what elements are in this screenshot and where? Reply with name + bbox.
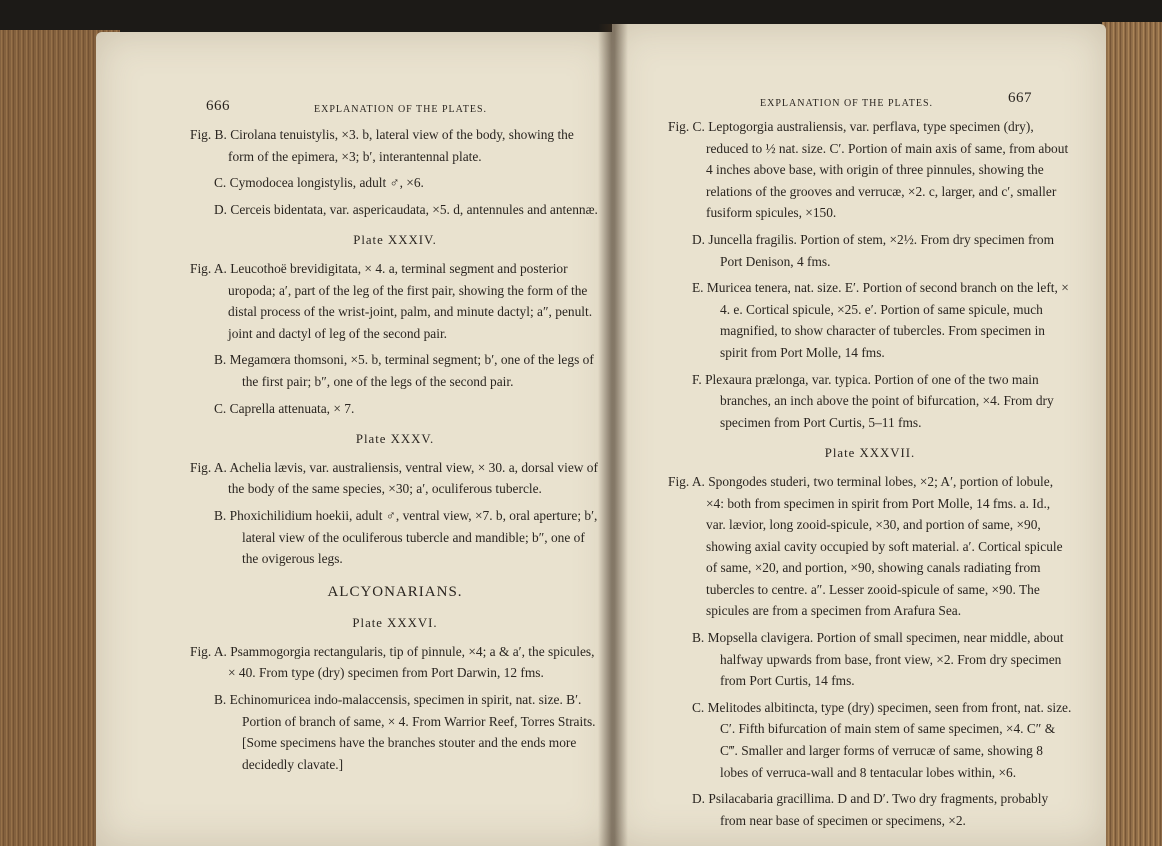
plate-heading: Plate XXXIV. bbox=[353, 233, 437, 248]
left-text-column bbox=[190, 124, 600, 780]
right-running-title: EXPLANATION OF THE PLATES. bbox=[760, 98, 934, 109]
entry: B. Phoxichilidium hoekii, adult ♂, ventral view, ×7. b, oral aperture; b′, lateral view of the oculiferous tubercle and mandible; b″, one of the ovigerous legs. bbox=[214, 507, 598, 567]
right-text-column bbox=[668, 116, 1072, 836]
entry: B. Echinomuricea indo-malaccensis, specimen in spirit, nat. size. B′. Portion of branch of same, × 4. From Warrior Reef, Torres Straits. [Some specimens have the branches stouter and the ends more decidedly clavate.] bbox=[214, 692, 596, 772]
entry: B. Megamœra thomsoni, ×5. b, terminal segment; b′, one of the legs of the first pair; b″, one of the legs of the second pair. bbox=[214, 352, 594, 389]
right-page-number: 667 bbox=[1008, 90, 1032, 106]
entry: C. Melitodes albitincta, type (dry) specimen, seen from front, nat. size. C′. Fifth bifurcation of main stem of same specimen, ×4. C″ & C‴. Smaller and larger forms of verrucæ of same, showing 8 lobes of verruca-wall and 8 tentacular lobes within, ×6. bbox=[692, 699, 1072, 780]
entry: D. Psilacabaria gracillima. D and D′. Two dry fragments, probably from near base of specimen or specimens, ×2. bbox=[692, 791, 1049, 828]
entry: Fig. A. Spongodes studeri, two terminal lobes, ×2; A′, portion of lobule, ×4: both from specimen in spirit from Port Molle, 14 fms. a. Id., var. lævior, long zooid-spicule, ×30, and portion of same, ×90, showing axial cavity occupied by soft material. a′. Cortical spicule of same, ×20, and portion, ×90, showing canals radiating from tubercles to centre. a″. Lesser zooid-spicule of same, ×90. The spicules are from a specimen from Arafura Sea. bbox=[668, 473, 1063, 619]
left-page bbox=[96, 32, 614, 846]
entry: F. Plexaura prælonga, var. typica. Portion of one of the two main branches, an inch above the point of bifurcation, ×4. From dry specimen from Port Curtis, 5–11 fms. bbox=[692, 371, 1054, 430]
book-gutter bbox=[598, 24, 628, 846]
entry: C. Cymodocea longistylis, adult ♂, ×6. bbox=[214, 175, 424, 191]
entry: Fig. A. Psammogorgia rectangularis, tip of pinnule, ×4; a & a′, the spicules, × 40. From type (dry) specimen from Port Darwin, 12 fms. bbox=[190, 643, 595, 681]
entry: D. Cerceis bidentata, var. aspericaudata, ×5. d, antennules and antennæ. bbox=[214, 201, 598, 217]
entry: C. Caprella attenuata, × 7. bbox=[214, 400, 355, 416]
entry: Fig. C. Leptogorgia australiensis, var. perflava, type specimen (dry), reduced to ½ nat. size. C′. Portion of main axis of same, from about 4 inches above base, with origin of three pinnules, showing the relations of the grooves and verrucæ, ×2. c, larger, and c′, smaller fusiform spicules, ×150. bbox=[668, 119, 1069, 221]
right-page-edges bbox=[1102, 22, 1162, 846]
entry: D. Juncella fragilis. Portion of stem, ×2½. From dry specimen from Port Denison, 4 fms. bbox=[692, 231, 1054, 269]
plate-heading: Plate XXXV. bbox=[355, 432, 435, 447]
entry: Fig. A. Achelia lævis, var. australiensis, ventral view, × 30. a, dorsal view of the body of the same species, ×30; a′, oculiferous tubercle. bbox=[190, 459, 598, 497]
plate-heading: Plate XXXVII. bbox=[824, 446, 916, 461]
section-heading: ALCYONARIANS. bbox=[327, 583, 463, 600]
entry: B. Mopsella clavigera. Portion of small specimen, near middle, about halfway upwards from base, front view, ×2. From dry specimen from Port Curtis, 14 fms. bbox=[692, 630, 1064, 689]
plate-heading: Plate XXXVI. bbox=[352, 616, 438, 631]
right-page bbox=[612, 24, 1106, 846]
left-page-number: 666 bbox=[206, 98, 230, 114]
left-running-title: EXPLANATION OF THE PLATES. bbox=[314, 104, 488, 115]
entry: E. Muricea tenera, nat. size. E′. Portion of second branch on the left, × 4. e. Cortical spicule, ×25. e′. Portion of same spicule, much magnified, to show character of tubercles. From specimen in spirit from Port Molle, 14 fms. bbox=[692, 280, 1069, 360]
entry: Fig. B. Cirolana tenuistylis, ×3. b, lateral view of the body, showing the form of the epimera, ×3; b′, interantennal plate. bbox=[190, 127, 574, 164]
entry: Fig. A. Leucothoë brevidigitata, × 4. a, terminal segment and posterior uropoda; a′, part of the leg of the first pair, showing the form of the distal process of the wrist-joint, palm, and minute dactyl; a″, penult. joint and dactyl of leg of the second pair. bbox=[190, 260, 593, 341]
